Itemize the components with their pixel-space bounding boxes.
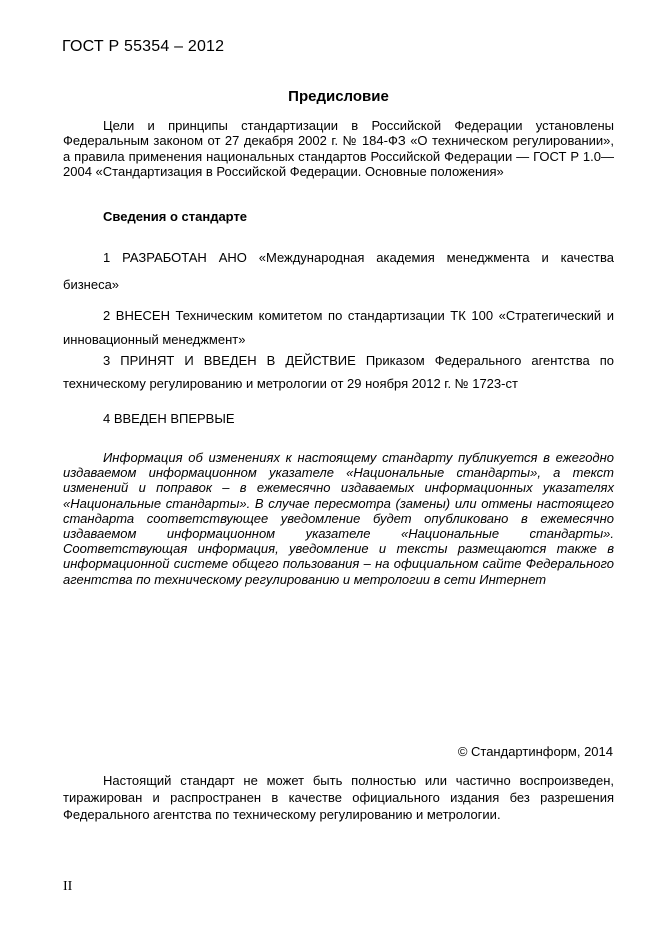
list-item: 2 ВНЕСЕН Техническим комитетом по стандартизации ТК 100 «Стратегический и инновационный менеджмент» bbox=[63, 308, 614, 347]
reproduction-notice bbox=[63, 772, 614, 823]
section-title: Предисловие bbox=[288, 88, 389, 105]
list-item: 4 ВВЕДЕН ВПЕРВЫЕ bbox=[103, 411, 235, 426]
changes-info-paragraph bbox=[63, 450, 614, 587]
document-code: ГОСТ Р 55354 – 2012 bbox=[62, 38, 225, 55]
standard-info-heading: Сведения о стандарте bbox=[103, 209, 248, 224]
intro-paragraph bbox=[63, 118, 614, 180]
intro-text: Цели и принципы стандартизации в Российской Федерации установлены Федеральным законом от 27 декабря 2002 г. № 184-ФЗ «О техническом регулировании», а правила применения национальных стандартов Российской Федерации — ГОСТ Р 1.0—2004 «Стандартизация в Российской Федерации. Основные положения» bbox=[63, 118, 614, 180]
changes-info-text: Информация об изменениях к настоящему стандарту публикуется в ежегодно издаваемом информационном указателе «Национальные стандарты», а текст изменений и поправок – в ежемесячно издаваемых информационных указателях «Национальные стандарты». В случае пересмотра (замены) или отмены настоящего стандарта соответствующее уведомление будет опубликовано в ежемесячно издаваемом информационном указателе «Национальные стандарты». Соответствующая информация, уведомление и тексты размещаются также в информационной системе общего пользования – на официальном сайте Федерального агентства по техническому регулированию и метрологии в сети Интернет bbox=[63, 450, 614, 587]
reproduction-notice-text: Настоящий стандарт не может быть полностью или частично воспроизведен, тиражирован и распространен в качестве официального издания без разрешения Федерального агентства по техническому регулированию и метрологии. bbox=[63, 773, 614, 822]
list-item: 1 РАЗРАБОТАН АНО «Международная академия менеджмента и качества бизнеса» bbox=[63, 250, 614, 292]
list-item: 3 ПРИНЯТ И ВВЕДЕН В ДЕЙСТВИЕ Приказом Федерального агентства по техническому регулированию и метрологии от 29 ноября 2012 г. № 1723-ст bbox=[63, 353, 614, 391]
copyright: © Стандартинформ, 2014 bbox=[457, 744, 613, 759]
page-number: II bbox=[63, 879, 73, 894]
